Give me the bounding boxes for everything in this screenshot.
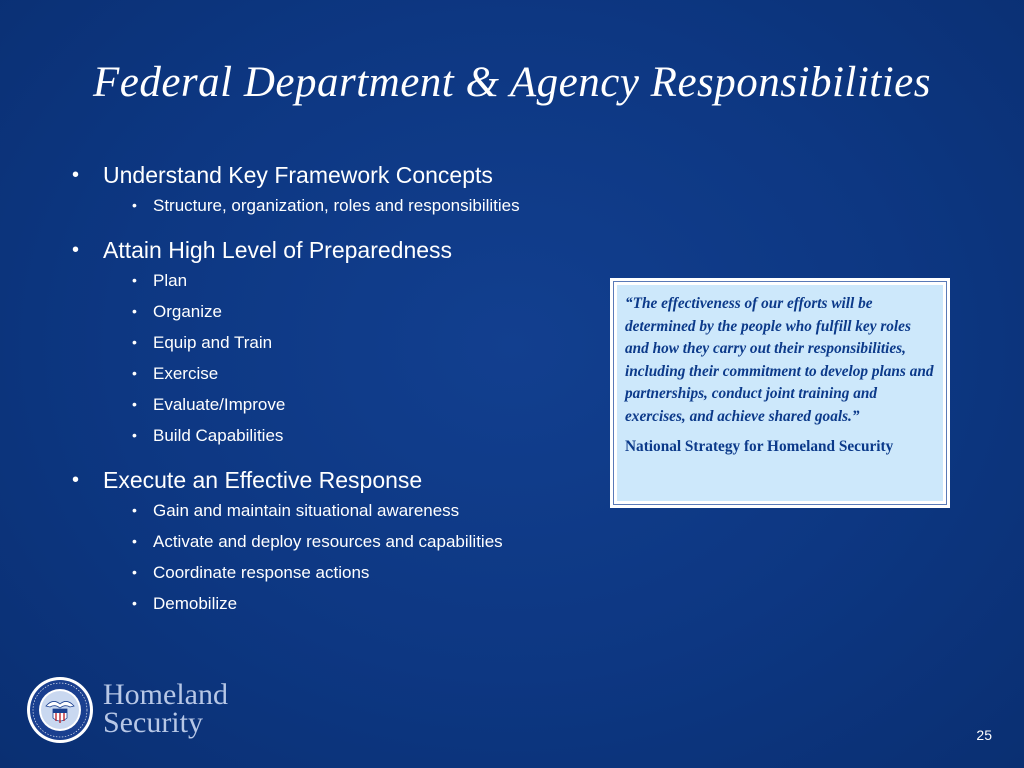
bullet-icon: • — [132, 533, 137, 549]
dhs-seal-icon — [26, 676, 94, 744]
page-number: 25 — [976, 727, 992, 743]
sub-bullet — [70, 588, 610, 619]
section-preparedness — [70, 235, 610, 451]
bullet-list — [70, 160, 610, 631]
bullet-icon: • — [72, 239, 80, 261]
bullet-icon: • — [132, 502, 137, 518]
brand-wordmark — [103, 678, 228, 739]
sub-bullet — [70, 190, 610, 221]
bullet-heading — [70, 160, 610, 190]
sub-bullet — [70, 420, 610, 451]
sub-bullet-text: Demobilize — [153, 594, 238, 613]
sub-bullet-text: Plan — [153, 271, 188, 290]
dhs-logo — [26, 676, 266, 748]
sub-bullet — [70, 358, 610, 389]
sub-bullet-text: Coordinate response actions — [153, 563, 370, 582]
bullet-icon: • — [72, 469, 80, 491]
sub-bullet-text: Exercise — [153, 364, 219, 383]
sub-bullet — [70, 296, 610, 327]
sub-bullet-text: Organize — [153, 302, 222, 321]
quote-box-border — [613, 281, 947, 505]
bullet-icon: • — [132, 365, 137, 381]
bullet-heading — [70, 235, 610, 265]
sub-bullet — [70, 495, 610, 526]
sub-bullet-text: Activate and deploy resources and capabilities — [153, 532, 503, 551]
quote-box-inner — [617, 285, 943, 501]
sub-bullet-text: Equip and Train — [153, 333, 273, 352]
quote-text: “The effectiveness of our efforts will be determined by the people who fulfill key roles and how they carry out their responsibilities, including their commitment to develop plans and partnerships, conduct joint training and exercises, and achieve shared goals.” — [625, 295, 934, 425]
brand-line-1: Homeland — [103, 678, 228, 711]
bullet-icon: • — [132, 564, 137, 580]
quote-box — [610, 278, 950, 508]
bullet-icon: • — [132, 272, 137, 288]
bullet-icon: • — [132, 595, 137, 611]
heading-text: Attain High Level of Preparedness — [103, 237, 453, 263]
sub-bullet — [70, 389, 610, 420]
bullet-icon: • — [132, 303, 137, 319]
bullet-icon: • — [132, 396, 137, 412]
sub-bullet — [70, 265, 610, 296]
heading-text: Understand Key Framework Concepts — [103, 162, 493, 188]
sub-bullet — [70, 526, 610, 557]
section-response — [70, 465, 610, 619]
quote-source: National Strategy for Homeland Security — [625, 438, 894, 455]
sub-bullet-text: Structure, organization, roles and responsibilities — [153, 196, 520, 215]
section-framework — [70, 160, 610, 221]
bullet-icon: • — [132, 427, 137, 443]
bullet-icon: • — [72, 164, 80, 186]
sub-bullet — [70, 557, 610, 588]
sub-bullet — [70, 327, 610, 358]
heading-text: Execute an Effective Response — [103, 467, 423, 493]
sub-bullet-text: Evaluate/Improve — [153, 395, 286, 414]
sub-bullet-text: Build Capabilities — [153, 426, 284, 445]
sub-bullet-text: Gain and maintain situational awareness — [153, 501, 460, 520]
brand-line-2: Security — [103, 706, 203, 739]
bullet-icon: • — [132, 334, 137, 350]
bullet-icon: • — [132, 197, 137, 213]
slide-title: Federal Department & Agency Responsibilities — [92, 59, 932, 106]
bullet-heading — [70, 465, 610, 495]
